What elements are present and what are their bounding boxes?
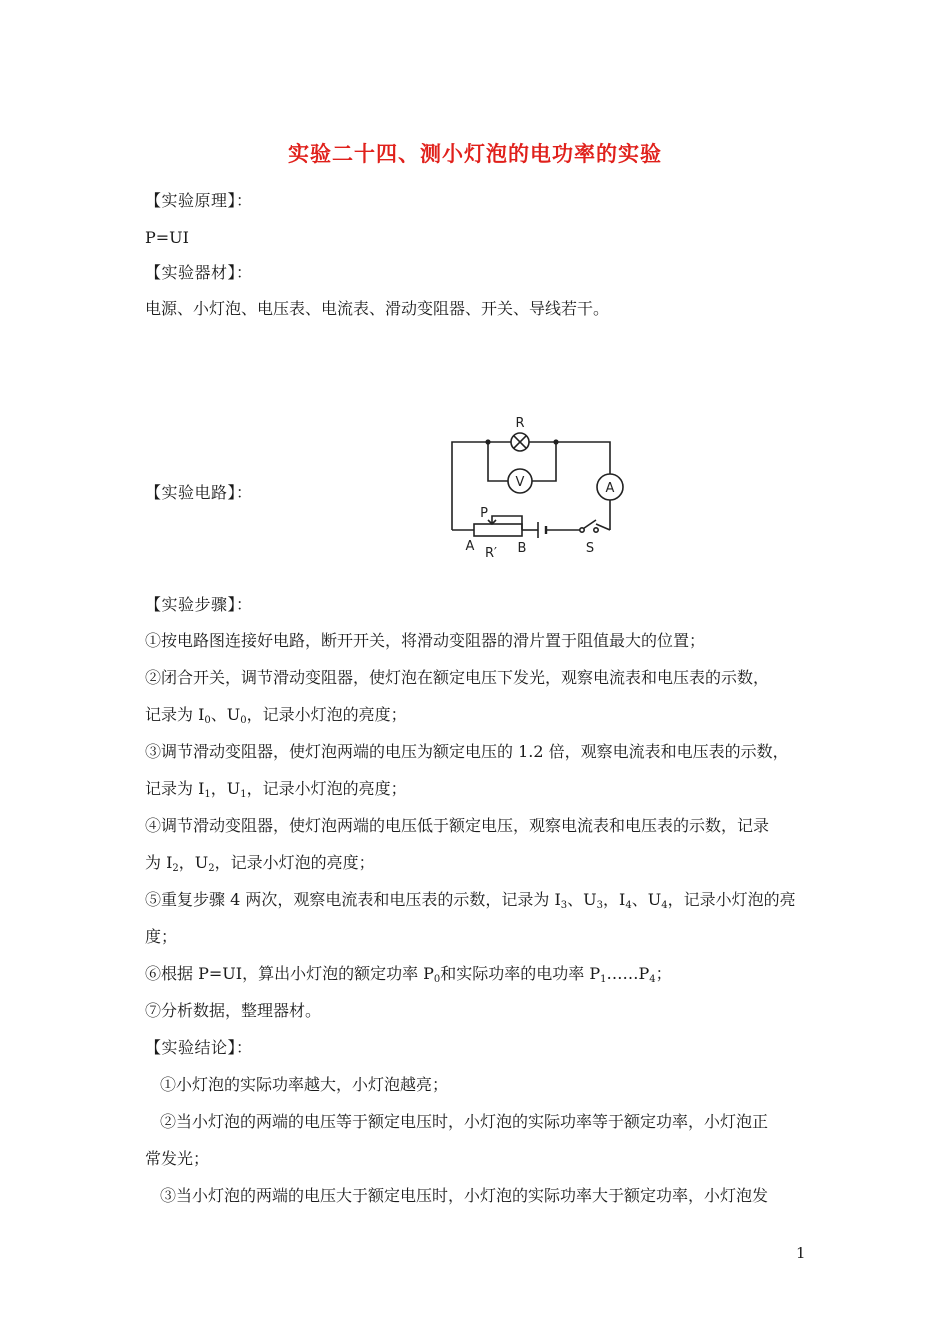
circuit-heading: 【实验电路】： [145, 483, 253, 502]
voltmeter-branch [488, 442, 508, 481]
step-1: ①按电路图连接好电路，断开开关，将滑动变阻器的滑片置于阻值最大的位置； [145, 631, 706, 650]
document-title: 实验二十四、测小灯泡的电功率的实验 [288, 142, 662, 166]
materials-heading: 【实验器材】： [145, 263, 253, 282]
step-3-line-2: 记录为 $I_1$，$U_1$，记录小灯泡的亮度； [145, 779, 407, 800]
step-2-line-2: 记录为 $I_0$、$U_0$，记录小灯泡的亮度； [145, 705, 407, 726]
step-5-line-1: ⑤重复步骤 4 两次，观察电流表和电压表的示数，记录为 $I_3$、$U_3$，$I_4$、$U_4$，记录小灯泡的亮 [145, 890, 796, 911]
end-b-label: B [517, 541, 527, 556]
step-4-line-2: 为 $I_2$，$U_2$，记录小灯泡的亮度； [145, 853, 375, 874]
step-6: ⑥根据 P=UI，算出小灯泡的额定功率 $P_0$和实际功率的电功率 $P_1\dots\dots P_4$； [145, 964, 672, 985]
step-2-line-1: ②闭合开关，调节滑动变阻器，使灯泡在额定电压下发光，观察电流表和电压表的示数， [145, 668, 770, 687]
conclusion-heading: 【实验结论】： [145, 1038, 253, 1057]
conclusion-1: ①小灯泡的实际功率越大，小灯泡越亮； [160, 1075, 449, 1094]
rheostat-label: R′ [485, 546, 497, 561]
principle-formula: P=UI [145, 228, 189, 247]
step-7: ⑦分析数据，整理器材。 [145, 1001, 322, 1020]
steps-heading: 【实验步骤】： [145, 595, 253, 614]
step-5-line-2: 度； [145, 927, 178, 946]
end-a-label: A [465, 539, 475, 554]
lamp-label: R [515, 416, 525, 431]
conclusion-2-line-2: 常发光； [145, 1149, 210, 1168]
circuit-diagram [440, 410, 640, 570]
ammeter-label: A [605, 481, 615, 496]
conclusion-2-line-1: ②当小灯泡的两端的电压等于额定电压时，小灯泡的实际功率等于额定功率，小灯泡正 [160, 1112, 769, 1131]
materials-text: 电源、小灯泡、电压表、电流表、滑动变阻器、开关、导线若干。 [145, 299, 610, 318]
rheostat-symbol [474, 524, 522, 536]
step-3-line-1: ③调节滑动变阻器，使灯泡两端的电压为额定电压的 1.2 倍，观察电流表和电压表的示数， [145, 742, 789, 761]
page-number: 1 [796, 1244, 806, 1262]
conclusion-3-line-1: ③当小灯泡的两端的电压大于额定电压时，小灯泡的实际功率大于额定功率，小灯泡发 [160, 1186, 769, 1205]
voltmeter-label: V [515, 475, 525, 490]
slider-label: P [480, 506, 488, 521]
step-4-line-1: ④调节滑动变阻器，使灯泡两端的电压低于额定电压，观察电流表和电压表的示数，记录 [145, 816, 770, 835]
switch-label: S [585, 541, 595, 556]
principle-heading: 【实验原理】： [145, 191, 253, 210]
